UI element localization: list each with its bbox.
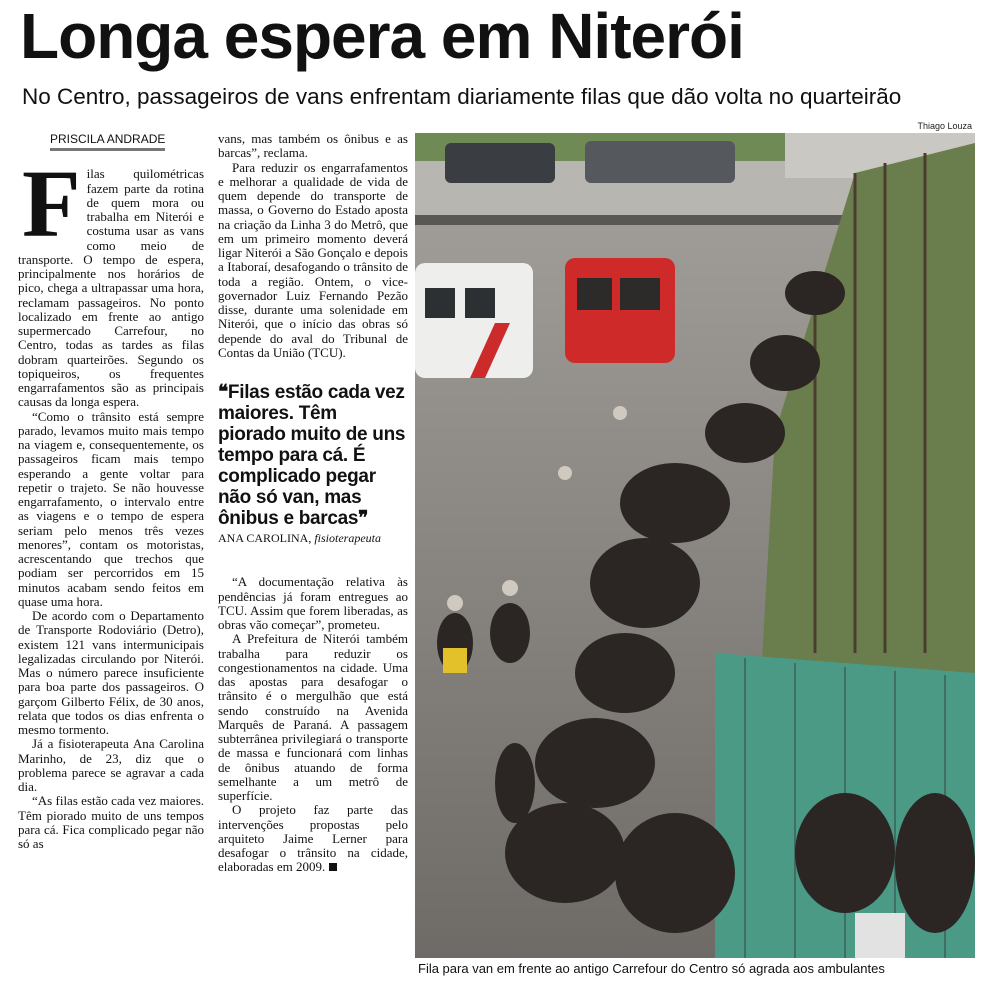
photo-caption: Fila para van em frente ao antigo Carrefour do Centro só agrada aos ambulantes bbox=[418, 961, 885, 976]
article-paragraph: Para reduzir os engarrafamentos e melhorar a qualidade de vida de quem depende do transporte de massa, o Governo do Estado aposta na criação da Linha 3 do Metrô, que em um primeiro momento deverá ligar Niterói a São Gonçalo e depois a Itaboraí, desafogando o trânsito de toda a região. Ontem, o vice-governador Luiz Fernando Pezão disse, durante uma solenidade em Niterói, que o início das obras só depende do aval do Tribunal de Contas da União (TCU). bbox=[218, 159, 408, 360]
drop-cap: F bbox=[22, 150, 81, 258]
paragraph-text: ilas quilométricas fazem parte da rotina de quem mora ou trabalha em Niterói e costuma usar as vans como meio de transporte. O tempo de espera, principalmente nos horários de pico, chega a ultrapassar uma hora, reclamam passageiros. No ponto localizado em frente ao antigo supermercado Carrefour, no Centro, todas as tardes as filas dobram quarteirões. Segundo os topiqueiros, os frequentes engarrafamentos são as principais causas da longa espera. bbox=[18, 166, 204, 410]
headline: Longa espera em Niterói bbox=[20, 0, 744, 72]
article-paragraph bbox=[218, 803, 408, 874]
article-paragraph bbox=[18, 150, 204, 410]
article-paragraph: “Como o trânsito está sempre parado, levamos muito mais tempo na viagem e, consequentemente, os passageiros ficam mais tempo esperando a gente voltar para repetir o trajeto. Se não houvesse engarrafamento, o intervalo entre as viagens e o tempo de espera seriam pelo menos três vezes menores”, contam os motoristas, acrescentando que trechos que podiam ser percorridos em 15 minutos acabam sendo feitos em quase uma hora. bbox=[18, 408, 204, 609]
article-paragraph: De acordo com o Departamento de Transporte Rodoviário (Detro), existem 121 vans intermunicipais legalizadas circulando por Niterói. Mas o número parece insuficiente para boa parte dos passageiros. O garçom Gilberto Félix, de 30 anos, relata que todos os dias enfrenta o mesmo tormento. bbox=[18, 608, 204, 737]
quote-name: ANA CAROLINA, bbox=[218, 531, 312, 545]
pull-quote-attribution bbox=[218, 531, 408, 545]
photo-scene bbox=[415, 133, 975, 958]
paragraph-text: O projeto faz parte das intervenções propostas pelo arquiteto Jaime Lerner para desafogar o trânsito na cidade, elaboradas em 2009. bbox=[218, 802, 408, 875]
subheadline: No Centro, passageiros de vans enfrentam diariamente filas que dão volta no quarteirão bbox=[22, 84, 902, 109]
article-paragraph: A Prefeitura de Niterói também trabalha para reduzir os congestionamentos na cidade. Uma das apostas para desafogar o trânsito é o mergulhão que está sendo construído na Avenida Marquês de Paraná. A passagem subterrânea privilegiará o transporte de massa e funcionará com linhas de ônibus atuando de forma semelhante a um metrô de superfície. bbox=[218, 631, 408, 803]
photo-credit: Thiago Louza bbox=[917, 121, 972, 131]
article-paragraph: Já a fisioterapeuta Ana Carolina Marinho, de 23, diz que o problema parece se agravar a cada dia. bbox=[18, 736, 204, 794]
news-photo bbox=[415, 133, 975, 958]
article-paragraph: vans, mas também os ônibus e as barcas”, reclama. bbox=[218, 131, 408, 161]
article-column-1 bbox=[18, 132, 204, 851]
article-paragraph: “A documentação relativa às pendências já foram entregues ao TCU. Assim que forem liberadas, as obras vão começar”, prometeu. bbox=[218, 574, 408, 632]
byline: PRISCILA ANDRADE bbox=[50, 132, 165, 151]
pull-quote: ❝Filas estão cada vez maiores. Têm piorado muito de uns tempo para cá. É complicado pegar não só van, mas ônibus e barcas❞ bbox=[218, 382, 406, 529]
article-column-2 bbox=[218, 132, 408, 875]
article-paragraph: “As filas estão cada vez maiores. Têm piorado muito de uns tempos para cá. Fica complicado pegar não só as bbox=[18, 793, 204, 851]
end-mark-icon bbox=[329, 863, 337, 871]
quote-role: fisioterapeuta bbox=[314, 531, 382, 545]
